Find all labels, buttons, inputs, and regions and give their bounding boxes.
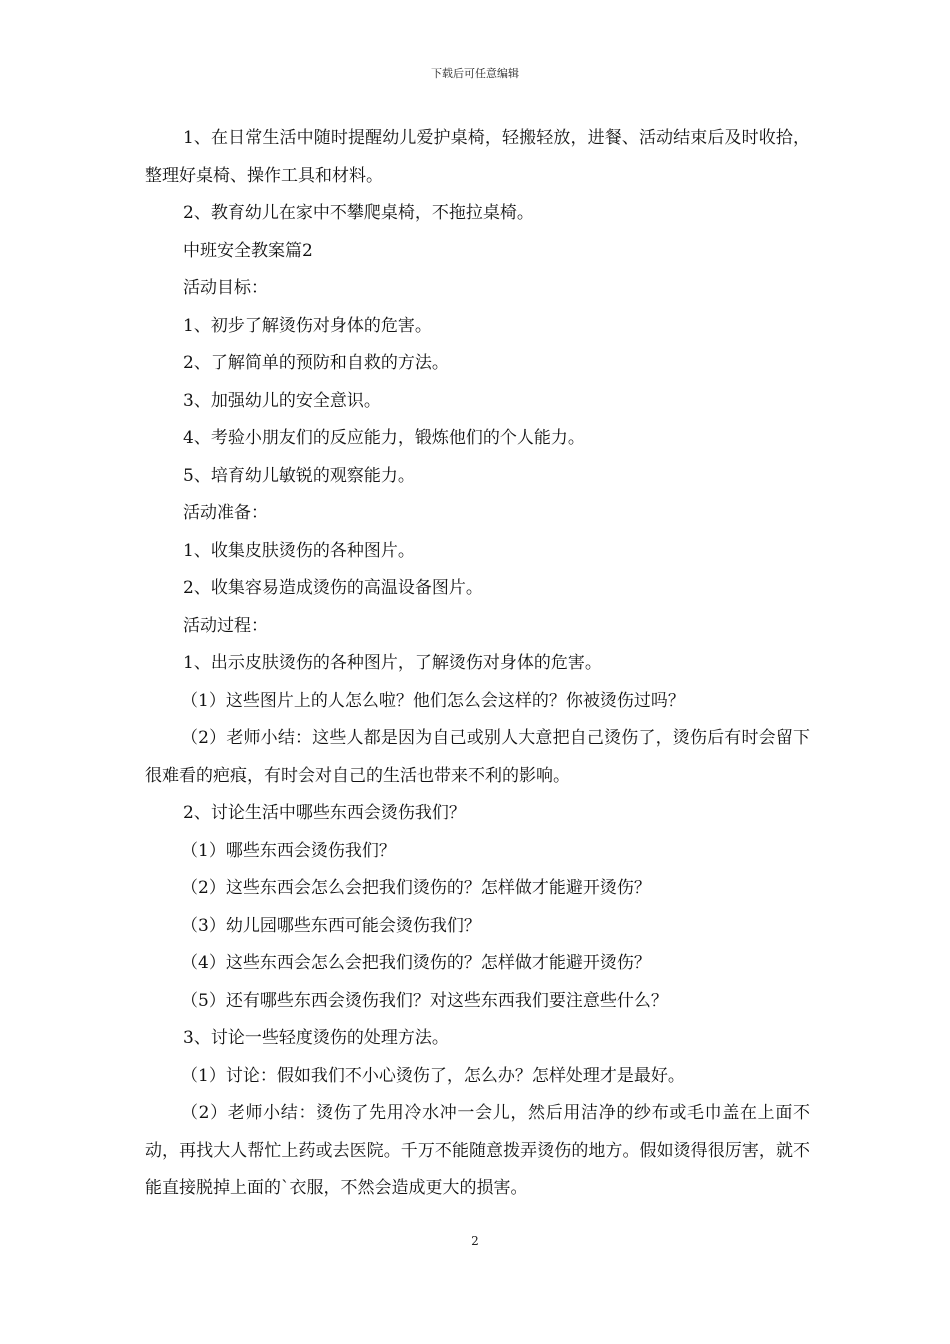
list-item: 2、讨论生活中哪些东西会烫伤我们？ [183,803,466,823]
paragraph: 1、在日常生活中随时提醒幼儿爱护桌椅，轻搬轻放，进餐、活动结束后及时收拾，整理好桌椅、操作工具和材料。 [145,128,810,186]
section-heading: 活动目标： [183,278,268,298]
document-body [145,120,810,1208]
section-heading: 活动过程： [183,615,268,636]
list-item: 5、培育幼儿敏锐的观察能力。 [183,465,415,486]
list-item: 3、加强幼儿的安全意识。 [183,390,381,411]
sub-item: （2）老师小结：烫伤了先用冷水冲一会儿，然后用洁净的纱布或毛巾盖在上面不动，再找大人帮忙上药或去医院。千万不能随意拨弄烫伤的地方。假如烫得很厉害，就不能直接脱掉上面的`衣服，不然会造成更大的损害。 [145,1103,810,1198]
section-title: 中班安全教案篇2 [183,240,313,261]
sub-item: （1）这些图片上的人怎么啦？他们怎么会这样的？你被烫伤过吗？ [181,690,685,711]
list-item: 1、初步了解烫伤对身体的危害。 [183,315,432,336]
sub-item: （4）这些东西会怎么会把我们烫伤的？怎样做才能避开烫伤？ [181,953,651,973]
list-item: 1、收集皮肤烫伤的各种图片。 [183,540,415,561]
paragraph: 2、教育幼儿在家中不攀爬桌椅，不拖拉桌椅。 [183,203,534,223]
sub-item: （1）哪些东西会烫伤我们？ [181,840,396,861]
section-heading: 活动准备： [183,503,268,523]
sub-item: （5）还有哪些东西会烫伤我们？对这些东西我们要注意些什么？ [181,990,668,1011]
sub-item: （3）幼儿园哪些东西可能会烫伤我们？ [181,915,481,936]
sub-item: （2）老师小结：这些人都是因为自己或别人大意把自己烫伤了，烫伤后有时会留下很难看的疤痕，有时会对自己的生活也带来不利的影响。 [145,728,810,786]
list-item: 4、考验小朋友们的反应能力，锻炼他们的个人能力。 [183,428,585,448]
sub-item: （1）讨论：假如我们不小心烫伤了，怎么办？怎样处理才是最好。 [181,1065,685,1086]
list-item: 2、收集容易造成烫伤的高温设备图片。 [183,578,483,598]
list-item: 3、讨论一些轻度烫伤的处理方法。 [183,1028,449,1048]
list-item: 1、出示皮肤烫伤的各种图片，了解烫伤对身体的危害。 [183,653,602,673]
page-header: 下载后可任意编辑 [431,67,519,80]
page-number: 2 [471,1234,479,1248]
list-item: 2、了解简单的预防和自救的方法。 [183,353,449,373]
sub-item: （2）这些东西会怎么会把我们烫伤的？怎样做才能避开烫伤？ [181,878,651,898]
